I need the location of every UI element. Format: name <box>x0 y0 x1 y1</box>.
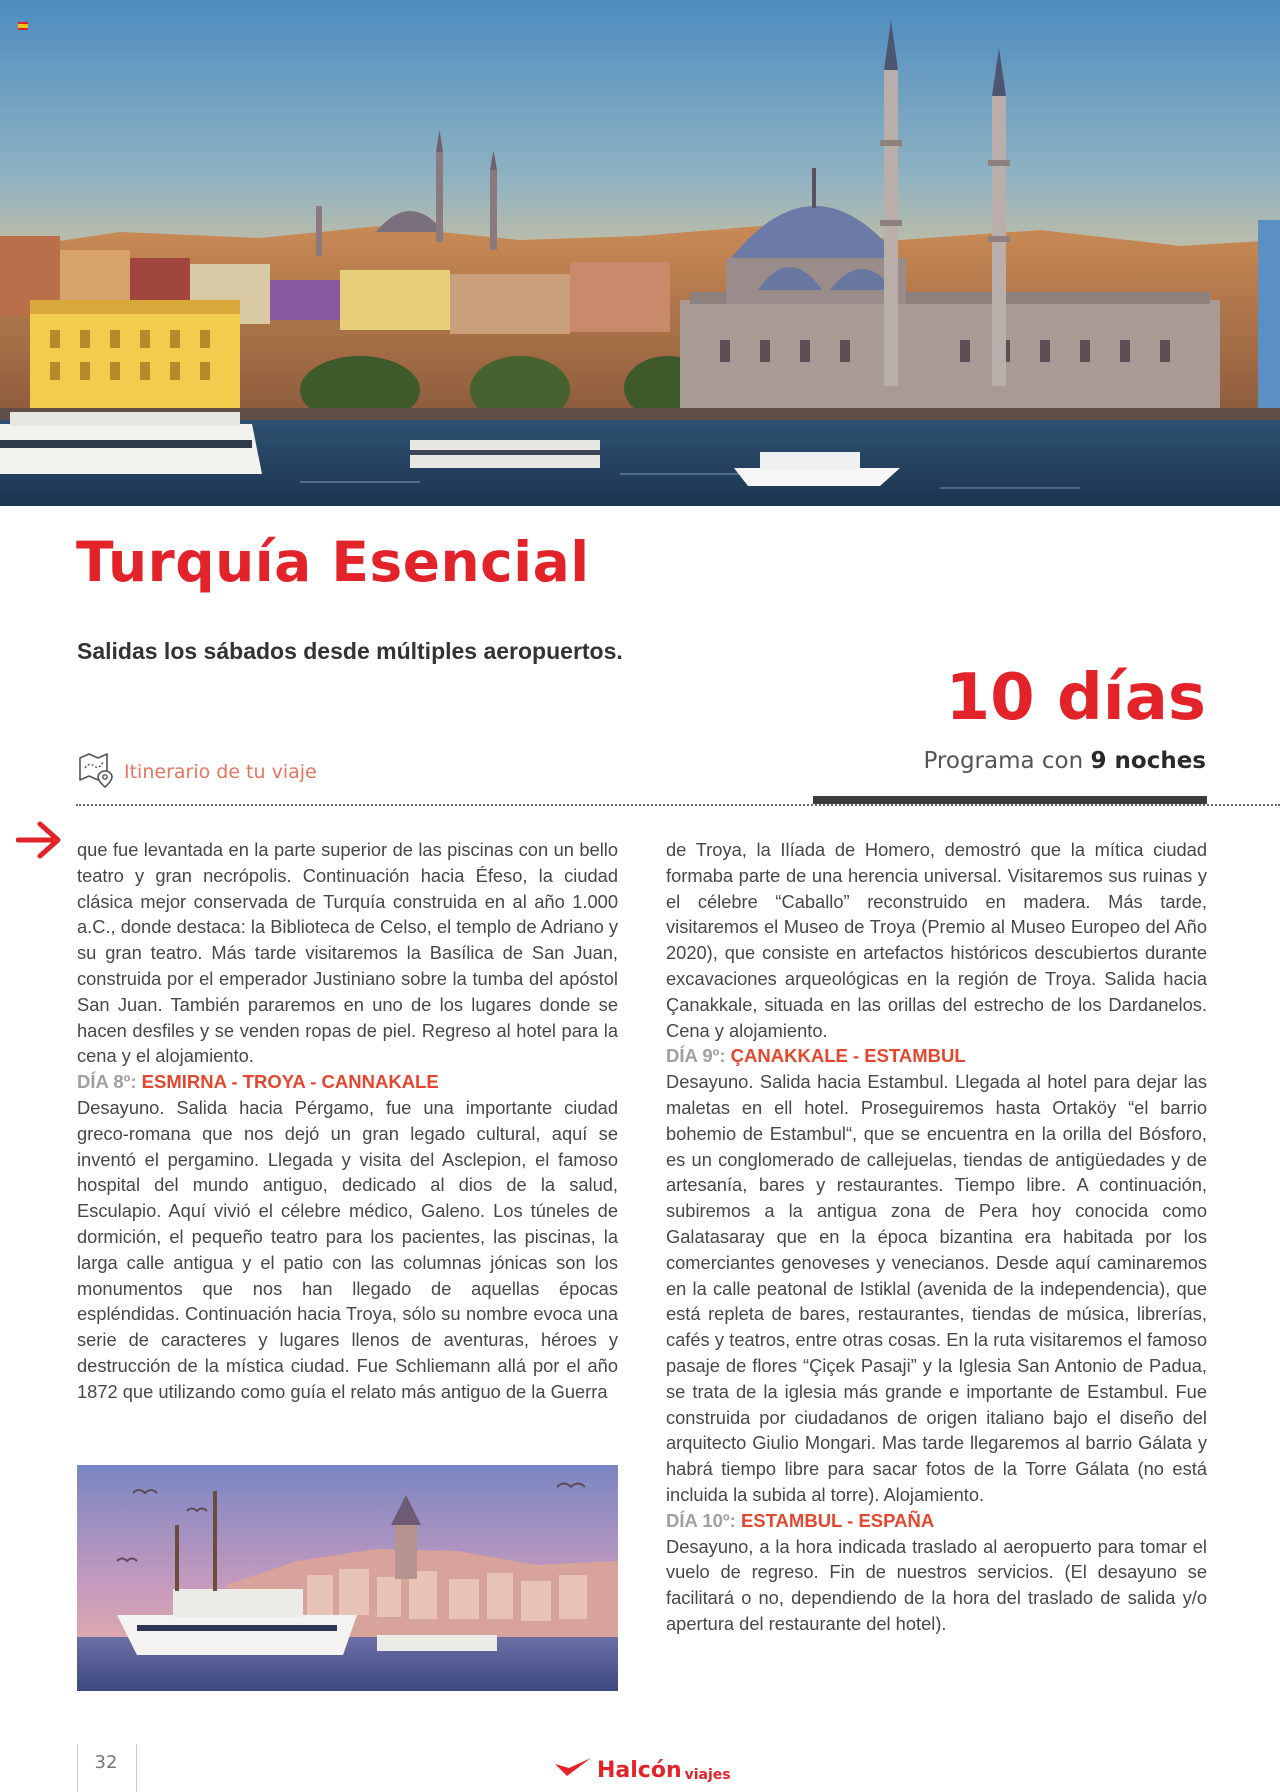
day-description: Desayuno. Salida hacia Pérgamo, fue una importante ciudad greco-romana que nos dejó un gran legado cultural, aquí se inventó el pergamino. Llegada y visita del Asclepion, el famoso hospital del mundo antiguo, dedicado al dios de la salud, Esculapio. Aquí vivió el célebre médico, Galeno. Los túneles de dormición, el pequeño teatro para los pacientes, las piscinas, la larga calle antigua y el patio con las columnas jónicas son los monumentos que nos han llegado de aquellas épocas espléndidas. Continuación hacia Troya, sólo su nombre evoca una serie de caracteres y lugares llenos de aventuras, héroes y destrucción de la mística ciudad. Fue Schliemann allá por el año 1872 que utilizando como guía el relato más antiguo de la Guerra <box>77 1096 618 1402</box>
continued-text-right: de Troya, la Ilíada de Homero, demostró que la mítica ciudad formaba parte de una herencia universal. Visitaremos sus ruinas y el célebre “Caballo” reconstruido en madera. Más tarde, visitaremos el Museo de Troya (Premio al Museo Europeo del Año 2020), que consiste en artefactos históricos descubiertos durante excavaciones arqueológicas en la región de Troya. Salida hacia Çanakkale, situada en las orillas del estrecho de los Dardanelos. Cena y alojamiento. <box>666 839 1207 1041</box>
day-number: DÍA 9º: <box>666 1045 726 1067</box>
galata-photo <box>77 1465 618 1691</box>
continued-text-left: que fue levantada en la parte superior de las piscinas con un bello teatro y gran necrópolis. Continuación hacia Éfeso, la ciudad clásica mejor conservada de Turquía construida en al año 1.000 a.C., donde destaca: la Biblioteca de Celso, el templo de Adriano y su gran teatro. Más tarde visitaremos la Basílica de San Juan, construida por el emperador Justiniano sobre la tumba del apóstol San Juan. También pararemos en uno de los lugares donde se hacen desfiles y se venden ropas de piel. Regreso al hotel para la cena y el alojamiento. <box>77 839 618 1067</box>
day-route: ESMIRNA - TROYA - CANNAKALE <box>141 1071 439 1093</box>
accent-bar <box>813 796 1207 804</box>
hero-photo <box>0 0 1280 506</box>
right-column <box>666 837 1207 1637</box>
day-heading <box>77 1069 618 1095</box>
day-heading <box>666 1508 1207 1534</box>
flag-icon <box>18 22 28 30</box>
brand-logo <box>553 1756 731 1782</box>
program-nights <box>923 748 1206 774</box>
subtitle: Salidas los sábados desde múltiples aeropuertos. <box>77 638 623 664</box>
program-prefix: Programa con <box>923 748 1084 774</box>
nights-count: 9 noches <box>1090 748 1206 774</box>
left-column <box>77 837 618 1405</box>
itinerary-heading <box>76 750 317 794</box>
day-description: Desayuno, a la hora indicada traslado al aeropuerto para tomar el vuelo de regreso. Fin de nuestros servicios. (El desayuno se facilitará o no, dependiendo de la hora del traslado de salida y/o apertura del restaurante del hotel). <box>666 1535 1207 1634</box>
day-number: DÍA 8º: <box>77 1071 137 1093</box>
day-route: ESTAMBUL - ESPAÑA <box>740 1509 935 1531</box>
page-title: Turquía Esencial <box>76 530 590 594</box>
halcon-bird-logo <box>553 1756 593 1782</box>
day-heading <box>666 1043 1207 1069</box>
brand-name: Halcón <box>597 1758 682 1783</box>
day-description: Desayuno. Salida hacia Estambul. Llegada al hotel para dejar las maletas en ell hotel. Proseguiremos hasta Ortaköy “el barrio bohemio de Estambul“, que se encuentra en la orilla del Bósforo, es un conglomerado de callejuelas, tiendas de antigüedades y de artesanía, bares y restaurantes. Tiempo libre. A continuación, subiremos a la antigua zona de Pera hoy conocida como Galatasaray que en la época bizantina era habitada por los comerciantes genoveses y venecianos. Desde aquí caminaremos en la calle peatonal de Istiklal (avenida de la independencia), que está repleta de bares, restaurantes, tiendas de música, librerías, cafés y teatros, entre otras cosas. En la ruta visitaremos el famoso pasaje de flores “Çiçek Pasaji” y la Iglesia San Antonio de Padua, se trata de la iglesia más grande e importante de Estambul. Fue construida por ciudadanos de origen italiano bajo el diseño del arquitecto Giulio Mongari. Mas tarde llegaremos al barrio Gálata y habrá tiempo libre para sacar fotos de la Torre Gálata (no está incluida la subida al torre). Alojamiento. <box>666 1071 1207 1505</box>
page-number: 32 <box>94 1752 118 1773</box>
map-pin-icon <box>76 750 116 794</box>
itinerary-label: Itinerario de tu viaje <box>124 761 317 783</box>
day-number: DÍA 10º: <box>666 1509 736 1531</box>
duration-days: 10 días <box>945 661 1206 735</box>
arrow-right-icon <box>16 820 62 864</box>
brand-sub: viajes <box>684 1767 731 1783</box>
dotted-divider <box>76 804 1280 806</box>
day-route: ÇANAKKALE - ESTAMBUL <box>730 1045 966 1067</box>
